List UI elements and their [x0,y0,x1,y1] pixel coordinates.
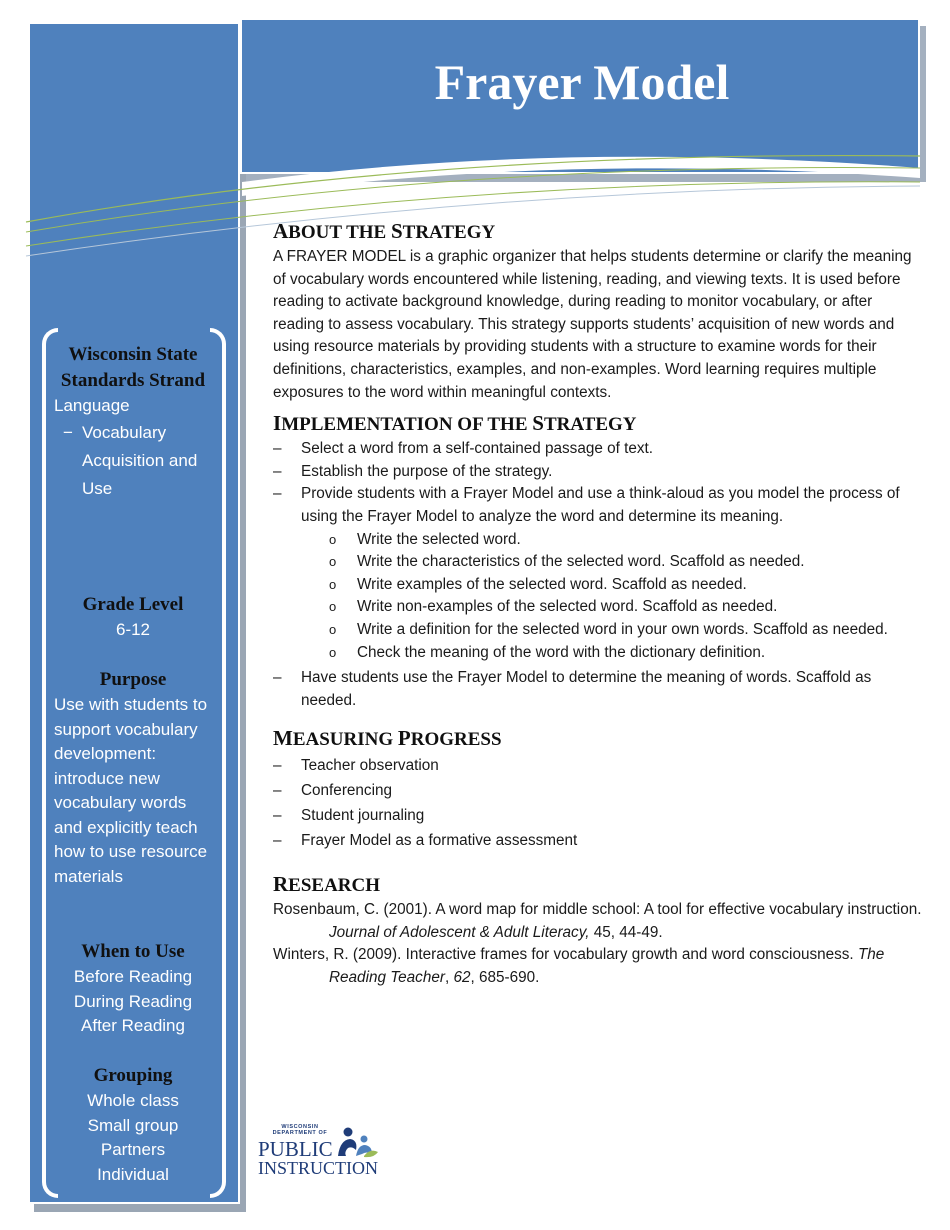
list-item [273,667,923,712]
when-block [54,939,212,1039]
reference-text: 45, 44-49. [589,923,663,941]
dash-marker: – [273,462,282,480]
grade-value: 6-12 [115,620,151,639]
bracket-right [210,328,226,1198]
list-item [273,461,923,484]
list-item [273,753,923,778]
circle-marker: o [329,576,337,592]
title-cap: I [273,411,282,436]
grouping-heading: Grouping [93,1065,173,1086]
list-item-text: Student journaling [301,807,425,825]
reference-text: , 685-690. [470,969,540,987]
list-item-text: Frayer Model as a formative assessment [301,832,578,850]
main-content [273,218,923,990]
logo-public-text: PUBLIC [258,1137,333,1161]
list-item-text: Write the selected word. [357,530,521,548]
dash-marker: – [273,832,282,850]
reference [273,944,923,989]
list-item-text: Select a word from a self-contained passage of text. [301,440,654,458]
grade-heading: Grade Level [82,594,184,615]
reference-text: , [444,969,454,987]
title-cap: S [390,219,403,243]
logo-small-text: WISCONSIN DEPARTMENT OF [272,1124,328,1136]
list-item-text: Provide students with a Frayer Model and use a think-aloud as you model the process of using the Frayer Model to analyze the word and determine its meaning. [301,485,900,525]
list-item-text: Check the meaning of the word with the dictionary definition. [357,643,766,661]
dash-marker: – [273,440,282,458]
title-cap: P [397,726,411,751]
list-item [273,642,923,665]
list-item [273,619,923,642]
logo-figures-icon [334,1126,380,1160]
grouping-item: Whole class [87,1091,179,1110]
title-cap: M [273,726,293,751]
list-item [273,596,923,619]
implementation-substeps [273,529,923,665]
title-rest: ROGRESS [410,729,502,751]
purpose-text: Use with students to support vocabulary development: introduce new vocabulary words and explicitly teach how to use resource materials [54,695,208,886]
list-item [273,803,923,828]
circle-marker: o [329,621,337,637]
title-rest: MPLEMENTATION OF THE [281,414,533,436]
list-item [273,438,923,461]
dash-marker: – [273,807,282,825]
standards-heading: Wisconsin State Standards Strand [60,344,206,391]
list-item-text: Write the characteristics of the selected word. Scaffold as needed. [357,553,805,571]
when-heading: When to Use [81,941,185,962]
circle-marker: o [329,531,337,547]
title-cap: R [273,872,289,897]
about-title [273,218,923,246]
measuring-list [273,753,923,853]
implementation-title [273,410,923,438]
standards-strand: Language [54,396,130,415]
list-item-text: Write non-examples of the selected word. Scaffold as needed. [357,598,778,616]
grade-block [54,592,212,643]
title-rest: TRATEGY [543,414,637,436]
list-item-text: Write a definition for the selected word in your own words. Scaffold as needed. [357,620,888,638]
title-cap: A [273,219,289,243]
research-title [273,871,923,899]
standards-list [54,419,212,503]
list-item [273,574,923,597]
list-item [273,483,923,528]
list-item [273,828,923,853]
dash-marker: – [273,757,282,775]
when-item: After Reading [81,1016,185,1035]
list-item [273,529,923,552]
reference-text: Winters, R. (2009). Interactive frames for vocabulary growth and word consciousness. [273,946,858,964]
list-item-text: Establish the purpose of the strategy. [301,462,553,480]
grouping-item: Individual [97,1164,169,1184]
list-item [273,551,923,574]
standards-block [54,342,212,503]
circle-marker: o [329,644,337,660]
dash-marker: – [273,485,282,503]
measuring-title [273,725,923,753]
purpose-heading: Purpose [99,669,167,690]
reference-volume: 62 [453,969,471,987]
title-rest: ESEARCH [288,875,381,897]
purpose-block [54,667,212,889]
title-cap: S [532,411,544,436]
list-item-text: Teacher observation [301,757,439,775]
reference-journal: The Reading Teacher [329,946,885,987]
dash-marker: – [273,669,282,687]
circle-marker: o [329,554,337,570]
standards-item [54,419,212,503]
reference-journal: Journal of Adolescent & Adult Literacy, [329,923,590,941]
list-item [273,778,923,803]
list-item-text: Conferencing [301,782,392,800]
dash-marker: – [273,782,282,800]
grouping-block [54,1063,212,1187]
grouping-item: Partners [100,1140,166,1159]
standards-item-text: Vocabulary Acquisition and Use [82,422,198,498]
circle-marker: o [329,599,337,615]
title-rest: TRATEGY [402,222,496,243]
when-item: Before Reading [73,967,193,986]
list-item-text: Have students use the Frayer Model to determine the meaning of words. Scaffold as needed. [301,669,872,709]
logo-instruction-text: INSTRUCTION [258,1158,378,1178]
reference [273,899,923,944]
dpi-logo [258,1124,383,1180]
about-text: A FRAYER MODEL is a graphic organizer that helps students determine or clarify the meaning of vocabulary words encountered while listening, reading, and viewing texts. It is used before reading to activate background knowledge, during reading to monitor vocabulary, or after reading to assess vocabulary. This strategy supports students’ acquisition of new words and using resource materials by providing students with a structure to examine words for their definitions, characteristics, examples, and non-examples. Word learning requires multiple exposures to the word within meaningful contexts. [273,248,912,401]
implementation-steps [273,438,923,528]
dash-marker: − [63,422,73,442]
list-item-text: Write examples of the selected word. Scaffold as needed. [357,575,747,593]
grouping-item: Small group [87,1115,179,1135]
reference-text: Rosenbaum, C. (2001). A word map for middle school: A tool for effective vocabulary instruction. [273,901,922,919]
when-item: During Reading [73,991,193,1011]
title-rest: BOUT THE [288,222,391,243]
page-title: Frayer Model [434,54,730,110]
implementation-final [273,667,923,712]
title-rest: EASURING [292,729,398,751]
